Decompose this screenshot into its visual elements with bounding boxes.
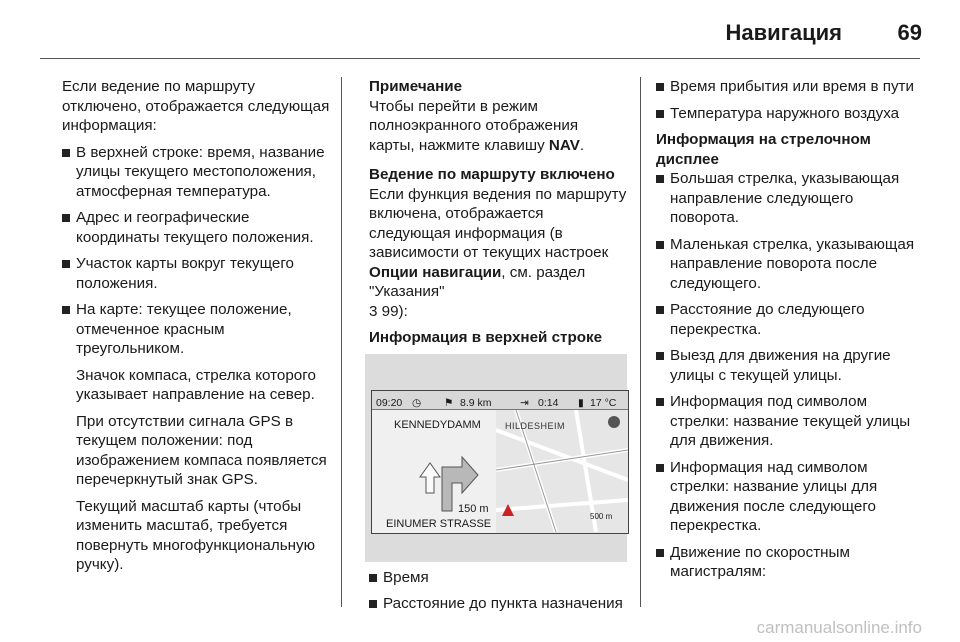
guidance-title: Ведение по маршруту включено [369,166,615,183]
list-item: Движение по скоростным магистралям: [656,543,922,582]
clock-icon: ◷ [412,396,422,409]
page-number: 69 [897,20,922,45]
list-item: Расстояние до следующего перекрестка. [656,300,922,339]
list-item: Время прибытия или время в пути [656,77,922,97]
sub-paragraph: При отсутствии сигнала GPS в текущем положении: под изображением компаса появляется перечеркнутый знак GPS. [76,412,327,488]
temperature-readout: 17 °C [590,396,617,409]
time-readout: 09:20 [376,396,403,409]
thermometer-icon: ▮ [578,396,584,409]
list-item: Участок карты вокруг текущего положения. [62,254,330,293]
eta-readout: 0:14 [538,396,559,409]
city-label: HILDESHEIM [505,420,566,431]
next-street-label: KENNEDYDAMM [394,418,481,431]
current-street-label: EINUMER STRASSE [386,517,492,530]
compass-icon [608,416,620,428]
turn-distance: 150 m [458,502,489,515]
list-item: Выезд для движения на другие улицы с текущей улицы. [656,346,922,385]
list-item: Маленькая стрелка, указывающая направление поворота после следующего. [656,235,922,294]
sub-paragraph: Текущий масштаб карты (чтобы изменить масштаб, требуется повернуть многофункциональную ручку). [76,497,316,573]
note-text: Чтобы перейти в режим полноэкранного отображения карты, нажмите клавишу NAV. [369,97,585,154]
list-item: Информация под символом стрелки: название текущей улицы для движения. [656,392,922,451]
distance-flag-icon: ⚑ [444,396,454,409]
intro-paragraph: Если ведение по маршруту отключено, отображается следующая информация: [62,78,330,134]
page-reference: 3 99): [369,302,408,320]
list-item: Расстояние до пункта назначения [369,594,627,614]
column-1 [62,77,330,582]
column-divider [341,77,342,607]
column-divider [640,77,641,607]
section-title: Навигация [725,20,842,45]
column-3 [656,77,922,589]
map-scale: 500 m [590,511,613,521]
list-item: Информация над символом стрелки: название улицы для движения после следующего перекрестка. [656,458,922,536]
distance-readout: 8.9 km [460,396,492,409]
watermark: carmanualsonline.info [756,618,922,637]
list-item: Время [369,568,627,588]
nav-key: NAV [548,136,580,154]
guidance-text: Если функция ведения по маршруту включена, отображается следующая информация (в зависимости от текущих настроек Опции навигации, см. раздел "Указания" 3 99): [369,185,627,320]
column-2 [369,77,627,621]
list-item: На карте: текущее положение, отмеченное красным треугольником. [62,300,330,359]
display-top-bar [372,391,628,410]
arrow-display-title: Информация на стрелочном дисплее [656,131,871,168]
topline-title: Информация в верхней строке [369,329,603,346]
sub-paragraph: Значок компаса, стрелка которого указывает направление на север. [76,366,316,403]
list-item: В верхней строке: время, название улицы текущего местоположения, атмосферная температура. [62,143,330,202]
list-item: Адрес и географические координаты текущего положения. [62,208,330,247]
header-rule [40,58,920,59]
navigation-display-figure [365,354,627,562]
display-screen [371,390,629,534]
note-title: Примечание [369,78,463,95]
list-item: Большая стрелка, указывающая направление следующего поворота. [656,169,922,228]
arrival-arrow-icon: ⇥ [520,396,529,409]
list-item: Температура наружного воздуха [656,104,922,124]
